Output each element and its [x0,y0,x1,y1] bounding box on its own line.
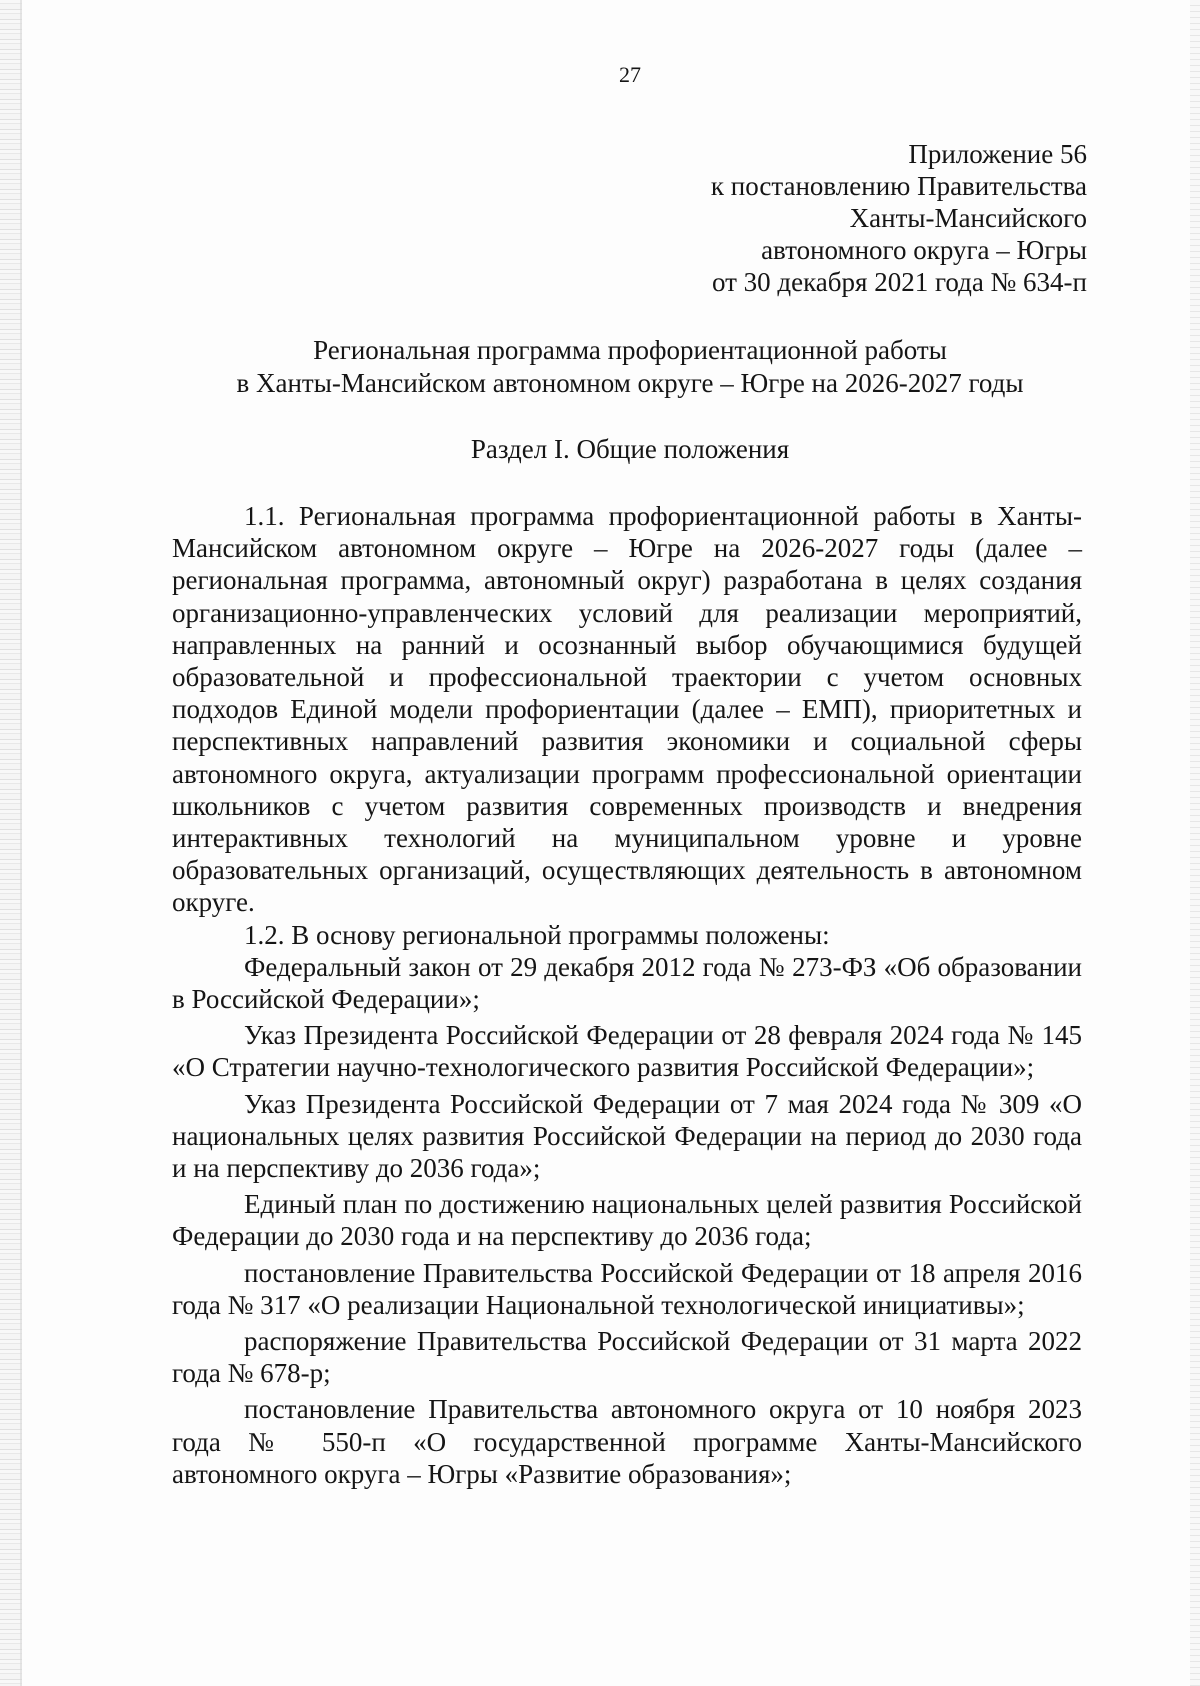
paragraph: 1.2. В основу региональной программы положены: [244,919,830,950]
appendix-line: Приложение 56 [908,139,1087,169]
appendix-line: Ханты-Мансийского [849,203,1087,233]
body-text [172,500,1082,1490]
paragraph: Федеральный закон от 29 декабря 2012 года № 273-ФЗ «Об образовании в Российской Федерации»; [172,951,1082,1015]
paragraph: Указ Президента Российской Федерации от 28 февраля 2024 года № 145 «О Стратегии научно-технологического развития Российской Федерации»; [172,1020,1082,1083]
paragraph: распоряжение Правительства Российской Федерации от 31 марта 2022 года № 678-р; [172,1326,1082,1389]
page-number: 27 [619,62,641,87]
section-title: Раздел I. Общие положения [470,434,790,464]
title-line: Региональная программа профориентационной работы [313,335,947,365]
scan-edge-right [1190,0,1200,1686]
appendix-line: от 30 декабря 2021 года № 634-п [711,267,1087,297]
paragraph: 1.1. Региональная программа профориентационной работы в Ханты-Мансийском автономном округе – Югре на 2026-2027 годы (далее – региональная программа, автономный округ) разработана в целях создания организационно-управленческих условий для реализации мероприятий, направленных на ранний и осознанный выбор обучающимися будущей образовательной и профессиональной траектории с учетом основных подходов Единой модели профориентации (далее – ЕМП), приоритетных и перспективных направлений развития экономики и социальной сферы автономного округа, актуализации программ профессиональной ориентации школьников с учетом развития современных производств и внедрения интерактивных технологий на муниципальном уровне и уровне образовательных организаций, осуществляющих деятельность в автономном округе. [172,501,1082,918]
title-line: в Ханты-Мансийском автономном округе – Югре на 2026-2027 годы [236,368,1024,398]
paragraph: постановление Правительства автономного округа от 10 ноября 2023 года № 550-п «О государственной программе Ханты-Мансийского автономного округа – Югры «Развитие образования»; [172,1394,1082,1489]
paragraph: Единый план по достижению национальных целей развития Российской Федерации до 2030 года и на перспективу до 2036 года; [172,1189,1082,1252]
appendix-header [711,138,1087,298]
appendix-line: к постановлению Правительства [710,171,1087,201]
paragraph: Указ Президента Российской Федерации от 7 мая 2024 года № 309 «О национальных целях развития Российской Федерации на период до 2030 года и на перспективу до 2036 года»; [172,1088,1082,1184]
scan-edge-left [0,0,22,1686]
paragraph: постановление Правительства Российской Федерации от 18 апреля 2016 года № 317 «О реализации Национальной технологической инициативы»; [172,1257,1082,1320]
document-title [170,334,1090,400]
appendix-line: автономного округа – Югры [761,235,1087,265]
